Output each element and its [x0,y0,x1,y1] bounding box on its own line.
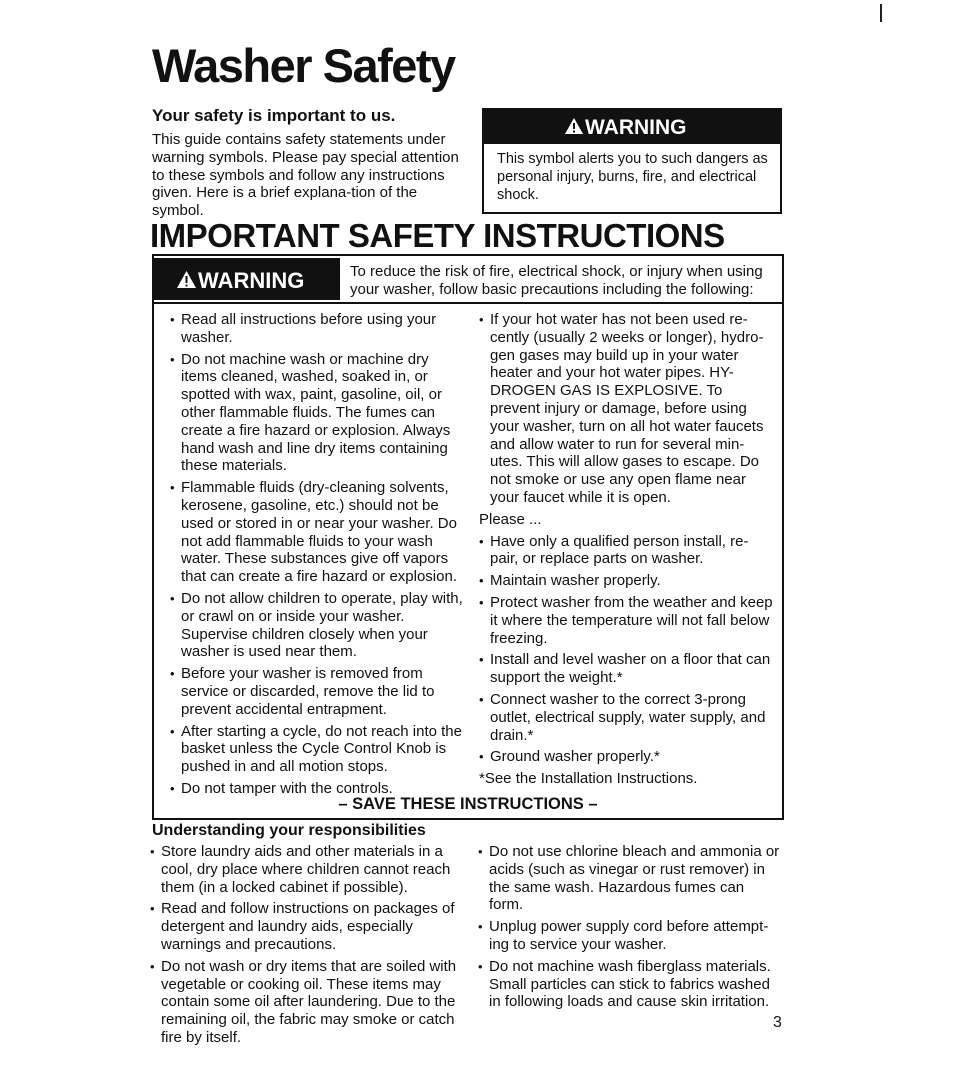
page-number: 3 [773,1014,782,1031]
intro-paragraph: This guide contains safety statements under warning symbols. Please pay special attention to these symbols and follow any instructions given. Here is a brief explana-tion of the symbol. [152,131,459,220]
right-instructions-list [479,311,775,507]
warning-label: WARNING [585,116,687,139]
warning-label: WARNING [198,268,305,293]
list-item: • Do not use chlorine bleach and ammonia or acids (such as vinegar or rust remover) in the same wash. Hazardous fumes can form. [478,843,780,914]
list-item: • Flammable fluids (dry-cleaning solvents, kerosene, gasoline, etc.) should not be used or stored in or near your washer. Do not add flammable fluids to your wash water. These substances give off vapors that can create a fire hazard or explosion. [170,479,468,586]
warning-triangle-icon [564,117,584,135]
list-item: • Store laundry aids and other materials in a cool, dry place where children cannot reach them (in a locked cabinet if possible). [150,843,462,896]
header-divider [154,302,782,304]
list-item: • Do not allow children to operate, play with, or crawl on or inside your washer. Supervise children closely when your washer is used near them. [170,590,468,661]
please-label: Please ... [479,510,542,528]
responsibilities-left-list [150,843,462,1047]
right-instructions-column [479,311,775,792]
scan-mark [880,4,882,22]
page-title: Washer Safety [152,39,455,92]
list-item: • Unplug power supply cord before attempt-ing to service your washer. [478,918,780,954]
warning-ribbon [154,258,340,300]
list-item: • If your hot water has not been used re-cently (usually 2 weeks or longer), hydro-gen gases may build up in your water heater and your hot water pipes. HY-DROGEN GAS IS EXPLOSIVE. To prevent injury or damage, before using your washer, turn on all hot water faucets and allow water to run for several min-utes. This will allow gases to escape. Do not smoke or use any open flame near your faucet while it is open. [479,311,775,507]
list-item: • Do not machine wash or machine dry items cleaned, washed, soaked in, or spotted with wax, paint, gasoline, oil, or other flammable fluids. The fumes can create a fire hazard or explosion. Always hand wash and line dry items containing these materials. [170,351,468,476]
list-item: • Read all instructions before using your washer. [170,311,468,347]
responsibilities-right-column [478,843,780,1015]
list-item: • Do not machine wash fiberglass materials. Small particles can stick to fabrics washed in following loads and cause skin irritation. [478,958,780,1011]
responsibilities-left-column [150,843,462,1051]
please-list [479,533,775,767]
save-instructions-banner: – SAVE THESE INSTRUCTIONS – [338,795,598,813]
installation-footnote: *See the Installation Instructions. [479,770,698,788]
warning-lead-text: To reduce the risk of fire, electrical shock, or injury when using your washer, follow basic precautions including the following: [350,263,763,298]
left-instructions-list [170,311,468,798]
list-item: • Read and follow instructions on packages of detergent and laundry aids, especially warnings and precautions. [150,900,462,953]
list-item: • Protect washer from the weather and keep it where the temperature will not fall below freezing. [479,594,775,647]
warning-symbol-box [482,108,782,214]
responsibilities-title: Understanding your responsibilities [152,822,426,839]
list-item: • Connect washer to the correct 3-prong outlet, electrical supply, water supply, and drain.* [479,691,775,744]
left-instructions-column [170,311,468,802]
list-item: • Ground washer properly.* [479,748,775,766]
list-item: • Have only a qualified person install, re-pair, or replace parts on washer. [479,533,775,569]
safety-instructions-box [152,254,784,820]
warning-triangle-icon [176,270,197,289]
list-item: • Maintain washer properly. [479,572,775,590]
warning-bar [484,110,780,144]
list-item: • Before your washer is removed from service or discarded, remove the lid to prevent accidental entrapment. [170,665,468,718]
list-item: • Do not tamper with the controls. [170,780,468,798]
list-item: • Install and level washer on a floor that can support the weight.* [479,651,775,687]
responsibilities-right-list [478,843,780,1011]
list-item: • Do not wash or dry items that are soiled with vegetable or cooking oil. These items may contain some oil after laundering. Due to the remaining oil, the fabric may smoke or catch fire by itself. [150,958,462,1047]
section-subtitle: Your safety is important to us. [152,106,396,125]
warning-description: This symbol alerts you to such dangers as personal injury, burns, fire, and electrical shock. [497,151,768,203]
safety-heading: IMPORTANT SAFETY INSTRUCTIONS [150,217,725,254]
list-item: • After starting a cycle, do not reach into the basket unless the Cycle Control Knob is pushed in and all motion stops. [170,723,468,776]
